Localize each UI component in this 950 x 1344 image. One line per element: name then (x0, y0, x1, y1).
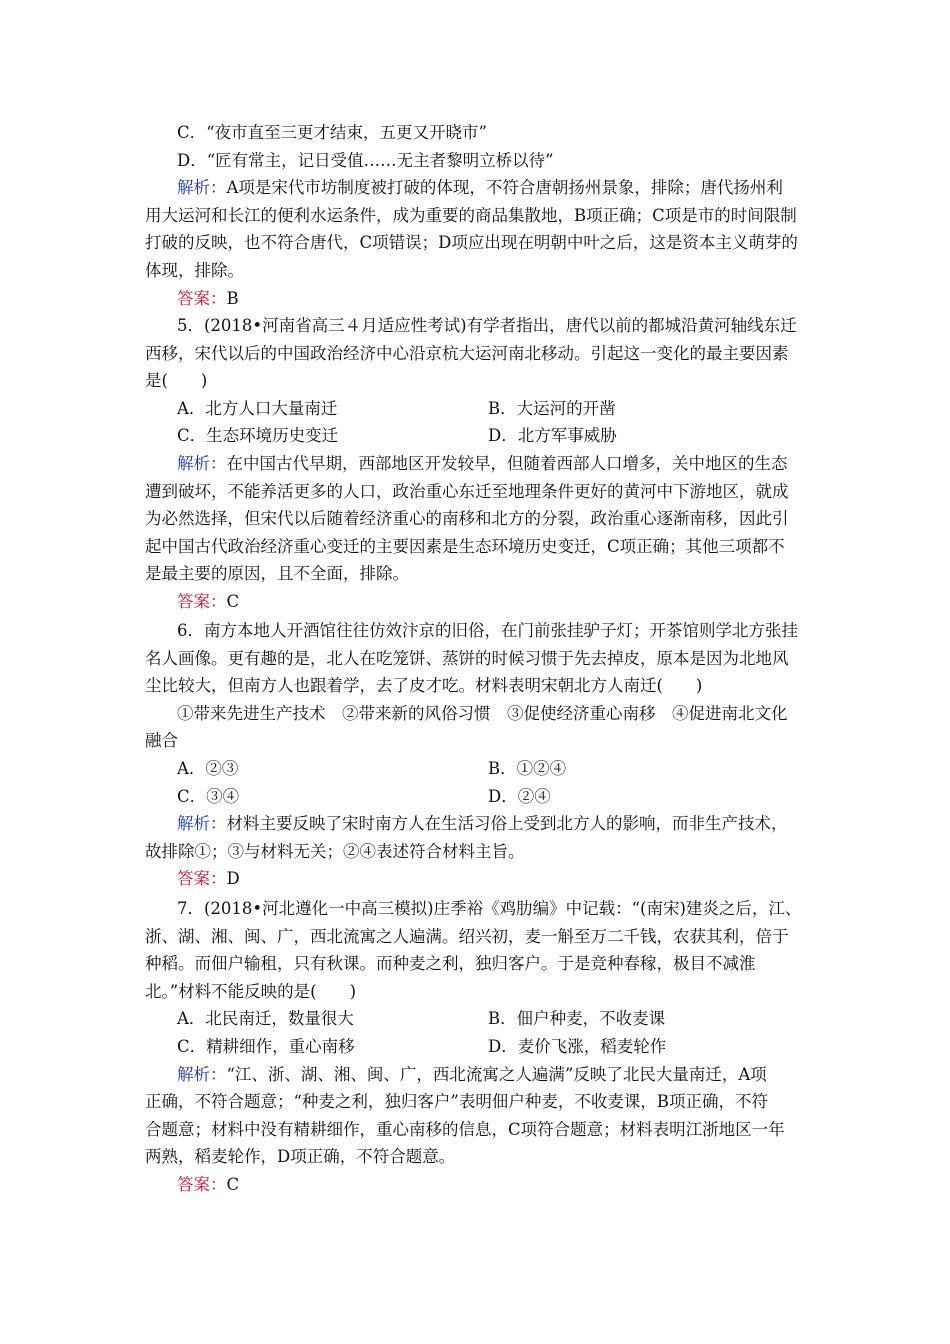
question-4 (145, 119, 810, 312)
option-c: C．“夜市直至三更才结束，五更又开晓市” (177, 123, 487, 142)
answer-value: C (226, 591, 240, 611)
option-d: D．②④ (488, 786, 551, 806)
analysis-line: 合题意；材料中没有精耕细作，重心南移的信息，C项符合题意；材料表明江浙地区一年 (145, 1119, 785, 1139)
option-d: D．“匠有常主，记日受值……无主者黎明立桥以待” (177, 150, 554, 170)
analysis-line: 起中国古代政治经济重心变迁的主要因素是生态环境历史变迁，C项正确；其他三项都不 (145, 536, 785, 556)
question-stem: 北。”材料不能反映的是( ) (145, 981, 357, 1001)
option-row (145, 783, 810, 811)
option-row (145, 395, 810, 423)
analysis-line: 为必然选择，但宋代以后随着经济重心的南移和北方的分裂，政治重心逐渐南移，因此引 (145, 509, 789, 529)
option-d: D．北方军事威胁 (488, 426, 617, 446)
question-stem: 6．南方本地人开酒馆往往仿效汴京的旧俗，在门前张挂驴子灯；开茶馆则学北方张挂 (177, 621, 798, 640)
option-row (145, 422, 810, 450)
option-b: B．①②④ (488, 758, 567, 778)
answer-line (145, 1171, 810, 1199)
option-a: A．北民南迁，数量很大 (177, 1009, 354, 1029)
analysis-line: 解析：材料主要反映了宋时南方人在生活习俗上受到北方人的影响，而非生产技术， (177, 814, 788, 834)
question-stem: 种稻。而佃户输租，只有秋课。而种麦之利，独归客户。于是竞种春稼，极目不减淮 (145, 954, 756, 974)
analysis-line: 体现，排除。 (145, 260, 244, 280)
analysis-line: 是最主要的原因，且不全面，排除。 (145, 564, 409, 584)
analysis-line: 故排除①；③与材料无关；②④表述符合材料主旨。 (145, 841, 525, 861)
option-row (145, 1005, 810, 1033)
question-stem: 尘比较大，但南方人也跟着学，去了皮才吃。材料表明宋朝北方人南迁( ) (145, 676, 703, 696)
analysis-line: 遭到破坏，不能养活更多的人口，政治重心东迁至地理条件更好的黄河中下游地区，就成 (145, 481, 789, 501)
option-c: C．生态环境历史变迁 (177, 426, 339, 446)
analysis-line: 解析：A项是宋代市坊制度被打破的体现，不符合唐朝扬州景象，排除；唐代扬州利 (177, 178, 783, 198)
option-b: B．佃户种麦，不收麦课 (488, 1009, 666, 1029)
answer-value: B (226, 288, 239, 308)
option-row (145, 755, 810, 783)
option-a: A．北方人口大量南迁 (177, 398, 338, 418)
analysis-line: 解析：在中国古代早期，西部地区开发较早，但随着西部人口增多，关中地区的生态 (177, 453, 788, 473)
analysis-label: 解析： (177, 1064, 227, 1084)
answer-value: D (226, 869, 240, 889)
question-7 (145, 895, 810, 1199)
answer-line (145, 285, 810, 313)
analysis-label: 解析： (177, 453, 227, 473)
statement-list: 融合 (145, 731, 178, 751)
answer-line (145, 865, 810, 893)
answer-value: C (226, 1174, 240, 1194)
answer-label: 答案： (177, 591, 227, 611)
analysis-line: 正确，不符合题意；“种麦之利，独归客户”表明佃户种麦，不收麦课，B项正确，不符 (145, 1092, 768, 1112)
answer-label: 答案： (177, 869, 227, 889)
question-stem: 是( ) (145, 371, 208, 391)
option-a: A．②③ (177, 758, 239, 778)
analysis-line: 解析：“江、浙、湖、湘、闽、广，西北流寓之人遍满”反映了北民大量南迁，A项 (177, 1064, 767, 1084)
option-b: B．大运河的开凿 (488, 398, 616, 418)
question-stem: 5．(2018•河南省高三４月适应性考试)有学者指出，唐代以前的都城沿黄河轴线东迁 (177, 316, 797, 335)
question-stem: 7．(2018•河北遵化一中高三模拟)庄季裕《鸡肋编》中记载：“(南宋)建炎之后，江、 (177, 899, 802, 918)
question-6 (145, 617, 810, 893)
answer-line (145, 588, 810, 616)
answer-label: 答案： (177, 1174, 227, 1194)
question-5 (145, 312, 810, 616)
statement-list: ①带来先进生产技术 ②带来新的风俗习惯 ③促使经济重心南移 ④促进南北文化 (177, 703, 788, 723)
analysis-label: 解析： (177, 178, 227, 198)
analysis-line: 打破的反映，也不符合唐代，C项错误；D项应出现在明朝中叶之后，这是资本主义萌芽的 (145, 233, 798, 253)
analysis-line: 两熟，稻麦轮作，D项正确，不符合题意。 (145, 1147, 456, 1167)
option-c: C．精耕细作，重心南移 (177, 1036, 355, 1056)
option-c: C．③④ (177, 786, 240, 806)
analysis-line: 用大运河和长江的便利水运条件，成为重要的商品集散地，B项正确；C项是市的时间限制 (145, 205, 797, 225)
question-stem: 浙、湖、湘、闽、广，西北流寓之人遍满。绍兴初，麦一斛至万二千钱，农获其利，倍于 (145, 926, 789, 946)
option-row (145, 1033, 810, 1061)
answer-label: 答案： (177, 288, 227, 308)
question-stem: 名人画像。更有趣的是，北人在吃笼饼、蒸饼的时候习惯于先去掉皮，原本是因为北地风 (145, 648, 789, 668)
question-stem: 西移，宋代以后的中国政治经济中心沿京杭大运河南北移动。引起这一变化的最主要因素 (145, 343, 789, 363)
option-d: D．麦价飞涨，稻麦轮作 (488, 1036, 667, 1056)
analysis-label: 解析： (177, 814, 227, 834)
